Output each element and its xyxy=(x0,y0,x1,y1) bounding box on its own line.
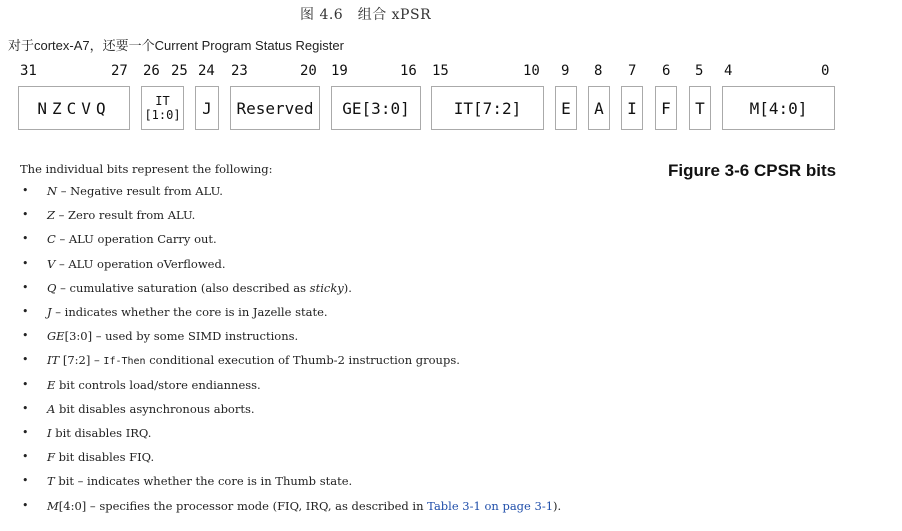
bit-symbol: I xyxy=(47,426,52,440)
bit-number: 20 xyxy=(300,63,317,79)
bullet-icon: • xyxy=(22,498,29,512)
list-item xyxy=(0,402,880,418)
list-item xyxy=(0,208,880,224)
bit-number: 26 xyxy=(143,63,160,79)
bit-description: bit disables IRQ. xyxy=(51,426,152,440)
field-it-high: IT[7:2] xyxy=(431,86,544,130)
bullet-icon: • xyxy=(22,377,29,391)
list-item xyxy=(0,499,880,515)
list-item-text xyxy=(47,402,255,416)
bit-symbol: F xyxy=(47,450,55,465)
list-item xyxy=(0,232,880,248)
bit-description: bit disables FIQ. xyxy=(54,450,155,465)
list-item-text xyxy=(47,329,298,343)
list-item-text xyxy=(47,426,151,440)
bullet-icon: • xyxy=(22,329,29,343)
list-item xyxy=(0,184,880,200)
bit-description: bit disables asynchronous aborts. xyxy=(55,401,255,416)
field-t: T xyxy=(689,86,711,130)
bit-description-tail: conditional execution of Thumb-2 instruction groups. xyxy=(145,353,460,368)
bullet-icon: • xyxy=(22,353,29,367)
bullet-icon: • xyxy=(22,401,29,415)
emphasis-text: sticky xyxy=(309,280,344,295)
field-it-low xyxy=(141,86,184,130)
bit-symbol: Z xyxy=(47,208,55,223)
bit-number: 5 xyxy=(695,63,704,79)
bit-description: bit controls load/store endianness. xyxy=(55,377,261,392)
bit-number: 9 xyxy=(561,63,570,79)
list-item-text xyxy=(47,305,328,319)
bit-description: [3:0] – used by some SIMD instructions. xyxy=(64,329,299,344)
bullet-icon: • xyxy=(22,208,29,222)
list-heading: The individual bits represent the following: xyxy=(20,162,273,176)
field-j: J xyxy=(195,86,219,130)
bullet-icon: • xyxy=(22,450,29,464)
list-item xyxy=(0,353,880,369)
list-item xyxy=(0,281,880,297)
bullet-icon: • xyxy=(22,426,29,439)
bit-symbol: J xyxy=(47,305,52,319)
bullet-icon: • xyxy=(22,474,29,488)
list-item-text xyxy=(47,499,561,513)
list-item xyxy=(0,329,880,345)
field-e: E xyxy=(555,86,577,130)
bit-description: – ALU operation oVerflowed. xyxy=(55,256,226,271)
field-f: F xyxy=(655,86,677,130)
figure-caption: Figure 3-6 CPSR bits xyxy=(668,161,837,180)
field-nzcvq-label: NZCVQ xyxy=(37,98,111,118)
field-reserved: Reserved xyxy=(230,86,320,130)
bullet-icon: • xyxy=(22,256,29,270)
bit-description: – Negative result from ALU. xyxy=(57,184,223,198)
list-item xyxy=(0,426,880,442)
list-item xyxy=(0,450,880,466)
bullet-icon: • xyxy=(22,280,29,294)
field-i: I xyxy=(621,86,643,130)
bit-number: 15 xyxy=(432,63,449,79)
bit-number: 8 xyxy=(594,63,603,79)
list-item-text xyxy=(47,450,154,464)
bit-number: 4 xyxy=(724,63,733,79)
bit-symbol: GE xyxy=(47,329,65,344)
bit-symbol: A xyxy=(47,401,56,416)
code-text: If-Then xyxy=(103,356,146,368)
list-item xyxy=(0,305,880,321)
intro-text: 对于cortex-A7，还要一个Current Program Status Register xyxy=(8,38,344,53)
bit-number: 10 xyxy=(523,63,540,79)
list-item xyxy=(0,474,880,490)
bit-description: – cumulative saturation (also described as xyxy=(56,280,310,295)
bit-number: 0 xyxy=(821,63,830,79)
field-it-low-range: [1:0] xyxy=(144,108,181,122)
bit-description: [7:2] – xyxy=(59,353,104,368)
bit-number: 25 xyxy=(171,63,188,79)
bit-description: bit – indicates whether the core is in Thumb state. xyxy=(54,474,353,489)
bullet-icon: • xyxy=(22,184,29,197)
field-ge: GE[3:0] xyxy=(331,86,421,130)
bit-description-tail: ). xyxy=(553,498,562,513)
bit-symbol: N xyxy=(47,184,58,198)
field-it-low-label: IT xyxy=(155,94,170,108)
field-a: A xyxy=(588,86,610,130)
bit-symbol: C xyxy=(47,232,56,247)
bit-number: 6 xyxy=(662,63,671,79)
list-item-text xyxy=(47,378,261,392)
bit-symbol: Q xyxy=(47,280,57,295)
list-item-text xyxy=(47,208,195,222)
figure-title: 图 4.6 组合 xPSR xyxy=(300,7,432,23)
bit-description: [4:0] – specifies the processor mode (FIQ, IRQ, as described in xyxy=(58,498,428,513)
bullet-icon: • xyxy=(22,232,29,246)
bit-symbol: T xyxy=(47,474,55,489)
list-item xyxy=(0,378,880,394)
bit-number: 27 xyxy=(111,63,128,79)
list-item-text xyxy=(47,232,217,246)
bullet-icon: • xyxy=(22,305,29,318)
list-item-text xyxy=(47,353,460,367)
bit-description: – ALU operation Carry out. xyxy=(55,232,217,247)
bit-symbol: IT xyxy=(47,353,60,368)
list-item-text xyxy=(47,257,226,271)
bit-description: – Zero result from ALU. xyxy=(55,208,196,223)
bit-number: 24 xyxy=(198,63,215,79)
field-mode: M[4:0] xyxy=(722,86,835,130)
bit-number: 19 xyxy=(331,63,348,79)
field-nzcvq xyxy=(18,86,130,130)
list-item xyxy=(0,257,880,273)
bit-number: 31 xyxy=(20,63,37,79)
bit-number: 16 xyxy=(400,63,417,79)
bit-symbol: V xyxy=(47,256,56,271)
bit-symbol: M xyxy=(47,498,59,513)
list-item-text xyxy=(47,184,223,198)
bit-number: 7 xyxy=(628,63,637,79)
list-item-text xyxy=(47,281,352,295)
bit-number: 23 xyxy=(231,63,248,79)
list-item-text xyxy=(47,474,352,488)
bit-symbol: E xyxy=(47,377,56,392)
table-reference-link[interactable]: Table 3-1 on page 3-1 xyxy=(427,498,554,513)
bit-description: – indicates whether the core is in Jazelle state. xyxy=(51,305,328,319)
bit-description-tail: ). xyxy=(343,280,352,295)
